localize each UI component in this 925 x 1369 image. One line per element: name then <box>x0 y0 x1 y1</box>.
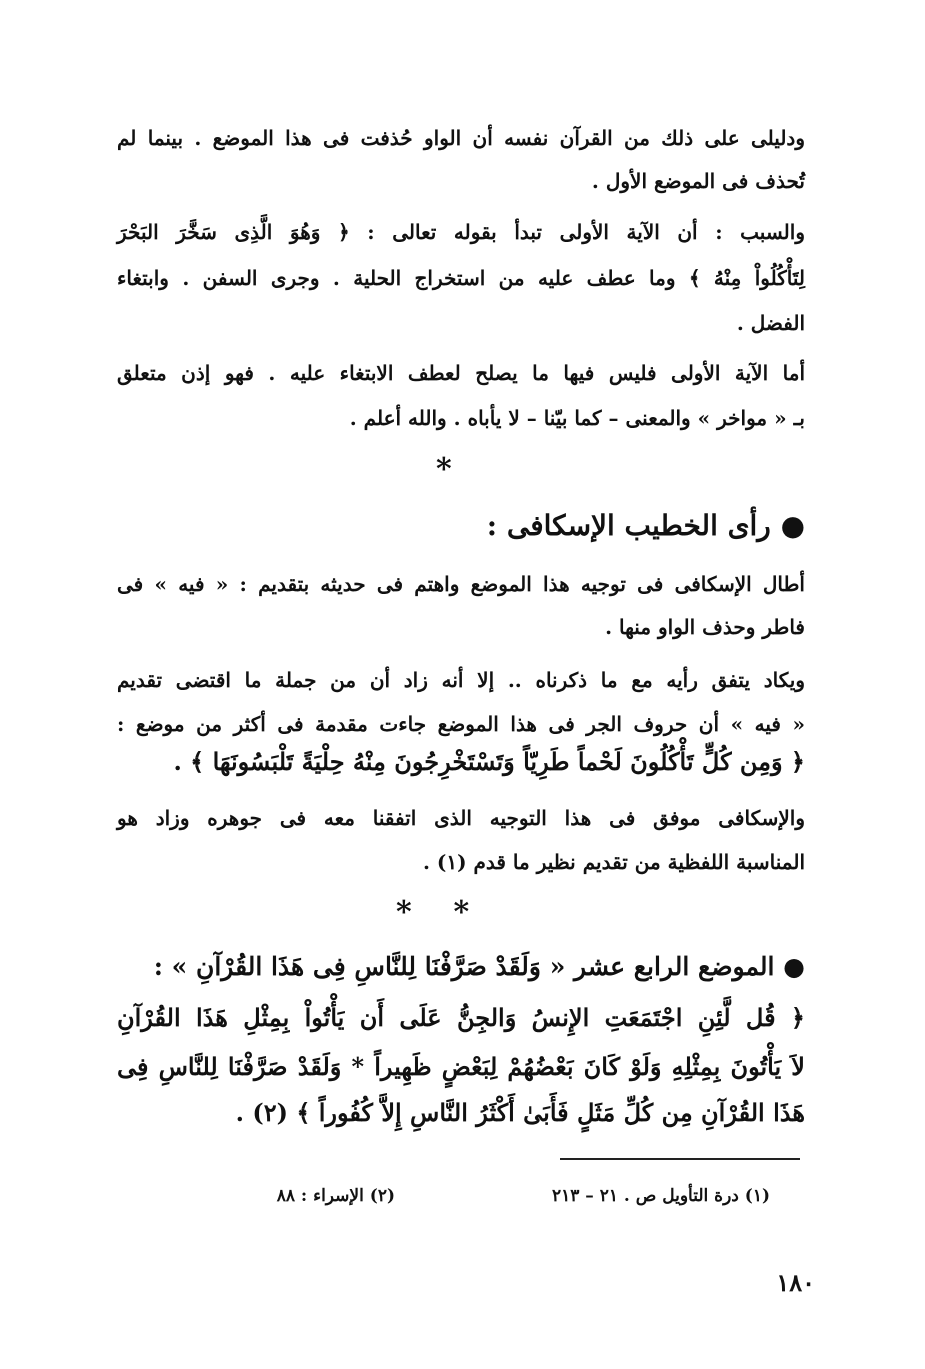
paragraph-5-quran-verse: ﴿ وَمِن كُلٍّ تَأْكُلُونَ لَحْماً طَرِيّاً وَتَسْتَخْرِجُونَ مِنْهُ حِلْيَةً تَلْبَسُونَهَا ﴾ . <box>173 747 805 776</box>
paragraph-1-line-1: ودليلى على ذلك من القرآن نفسه أن الواو حُذفت فى هذا الموضع . بينما لم <box>117 126 805 150</box>
footnote-2: (٢) الإسراء : ٨٨ <box>276 1186 395 1206</box>
paragraph-5-line-1: ويكاد يتفق رأيه مع ما ذكرناه .. إلا أنه زاد أن من جملة ما اقتضى تقديم <box>117 668 805 692</box>
paragraph-2-line-3: الفضل . <box>736 311 805 335</box>
quran-verse-line-2: لاَ يَأْتُونَ بِمِثْلِهِ وَلَوْ كَانَ بَعْضُهُمْ لِبَعْضٍ ظَهِيراً * وَلَقَدْ صَرَّفْنَا لِلنَّاسِ فِى <box>117 1052 805 1081</box>
footnote-1: (١) درة التأويل ص . ٢١ – ٢١٣ <box>551 1186 770 1206</box>
section-separator-stars: * * <box>396 895 470 930</box>
paragraph-5-line-2: « فيه » أن حروف الجر فى هذا الموضع جاءت مقدمة فى أكثر من موضع : <box>117 712 805 736</box>
paragraph-4-line-1: أطال الإسكافى فى توجيه هذا الموضع واهتم فى حديثه بتقديم : « فيه » فى <box>117 572 805 596</box>
section-heading-fourteenth: ● الموضع الرابع عشر « وَلَقَدْ صَرَّفْنَا لِلنَّاسِ فِى هَذَا القُرْآنِ » : <box>153 952 805 981</box>
page-number: ١٨٠ <box>776 1268 815 1297</box>
paragraph-3-line-2: بـ « مواخر » والمعنى – كما بيّنا – لا يأباه . والله أعلم . <box>349 406 805 430</box>
quran-verse-line-3: هَذَا القُرْآنِ مِن كُلِّ مَثَلٍ فَأَبَىٰ أَكْثَرُ النَّاسِ إِلاَّ كُفُوراً ﴾ (٢) . <box>235 1098 805 1127</box>
section-heading-iskafi: ● رأى الخطيب الإسكافى : <box>486 509 805 542</box>
paragraph-2-line-1: والسبب : أن الآية الأولى تبدأ بقوله تعالى : ﴿ وَهُوَ الَّذِى سَخَّرَ البَحْرَ <box>117 220 805 244</box>
paragraph-4-line-2: فاطر وحذف الواو منها . <box>605 615 805 639</box>
paragraph-1-line-2: تُحذف فى الموضع الأول . <box>591 169 805 193</box>
section-separator-star: * <box>436 452 452 487</box>
paragraph-6-line-2: المناسبة اللفظية من تقديم نظير ما قدم (١) . <box>422 850 805 874</box>
quran-verse-line-1: ﴿ قُل لَّئِنِ اجْتَمَعَتِ الإِنسُ وَالجِنُّ عَلَى أَن يَأْتُواْ بِمِثْلِ هَذَا القُرْآنِ <box>117 1003 805 1032</box>
paragraph-3-line-1: أما الآية الأولى فليس فيها ما يصلح لعطف الابتغاء عليه . فهو إذن متعلق <box>117 361 805 385</box>
footnote-rule <box>560 1158 800 1160</box>
paragraph-6-line-1: والإسكافى موفق فى هذا التوجيه الذى اتفقنا معه فى جوهره وزاد هو <box>117 806 805 830</box>
paragraph-2-line-2: لِتَأْكُلُواْ مِنْهُ ﴾ وما عطف عليه من استخراج الحلية . وجرى السفن . وابتغاء <box>117 266 805 290</box>
